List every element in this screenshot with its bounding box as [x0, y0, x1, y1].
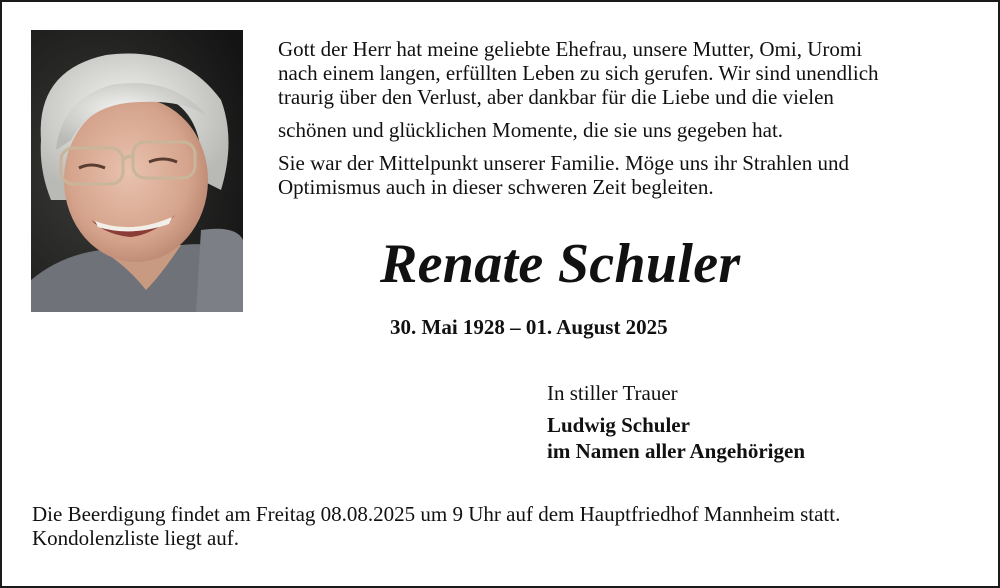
signatory-name: Ludwig Schuler [547, 413, 690, 437]
signatory-relation: im Namen aller Angehörigen [547, 439, 806, 463]
intro-text [278, 37, 978, 199]
mourning-lead: In stiller Trauer [547, 381, 678, 405]
portrait-image [31, 30, 243, 312]
intro-line: Gott der Herr hat meine geliebte Ehefrau, unsere Mutter, Omi, Uromi [278, 37, 863, 61]
deceased-name: Renate Schuler [380, 233, 741, 295]
funeral-info [32, 502, 982, 550]
intro-line: Sie war der Mittelpunkt unserer Familie. Möge uns ihr Strahlen und [278, 151, 849, 175]
life-dates: 30. Mai 1928 – 01. August 2025 [390, 315, 668, 339]
intro-line: nach einem langen, erfüllten Leben zu sich gerufen. Wir sind unendlich [278, 61, 879, 85]
mourning-block [547, 380, 805, 464]
funeral-line: Kondolenzliste liegt auf. [32, 526, 240, 550]
portrait-photo [31, 30, 243, 312]
intro-line: schönen und glücklichen Momente, die sie uns gegeben hat. [278, 118, 784, 142]
intro-line: Optimismus auch in dieser schweren Zeit begleiten. [278, 175, 714, 199]
funeral-line: Die Beerdigung findet am Freitag 08.08.2025 um 9 Uhr auf dem Hauptfriedhof Mannheim statt. [32, 502, 841, 526]
intro-line: traurig über den Verlust, aber dankbar für die Liebe und die vielen [278, 85, 834, 109]
